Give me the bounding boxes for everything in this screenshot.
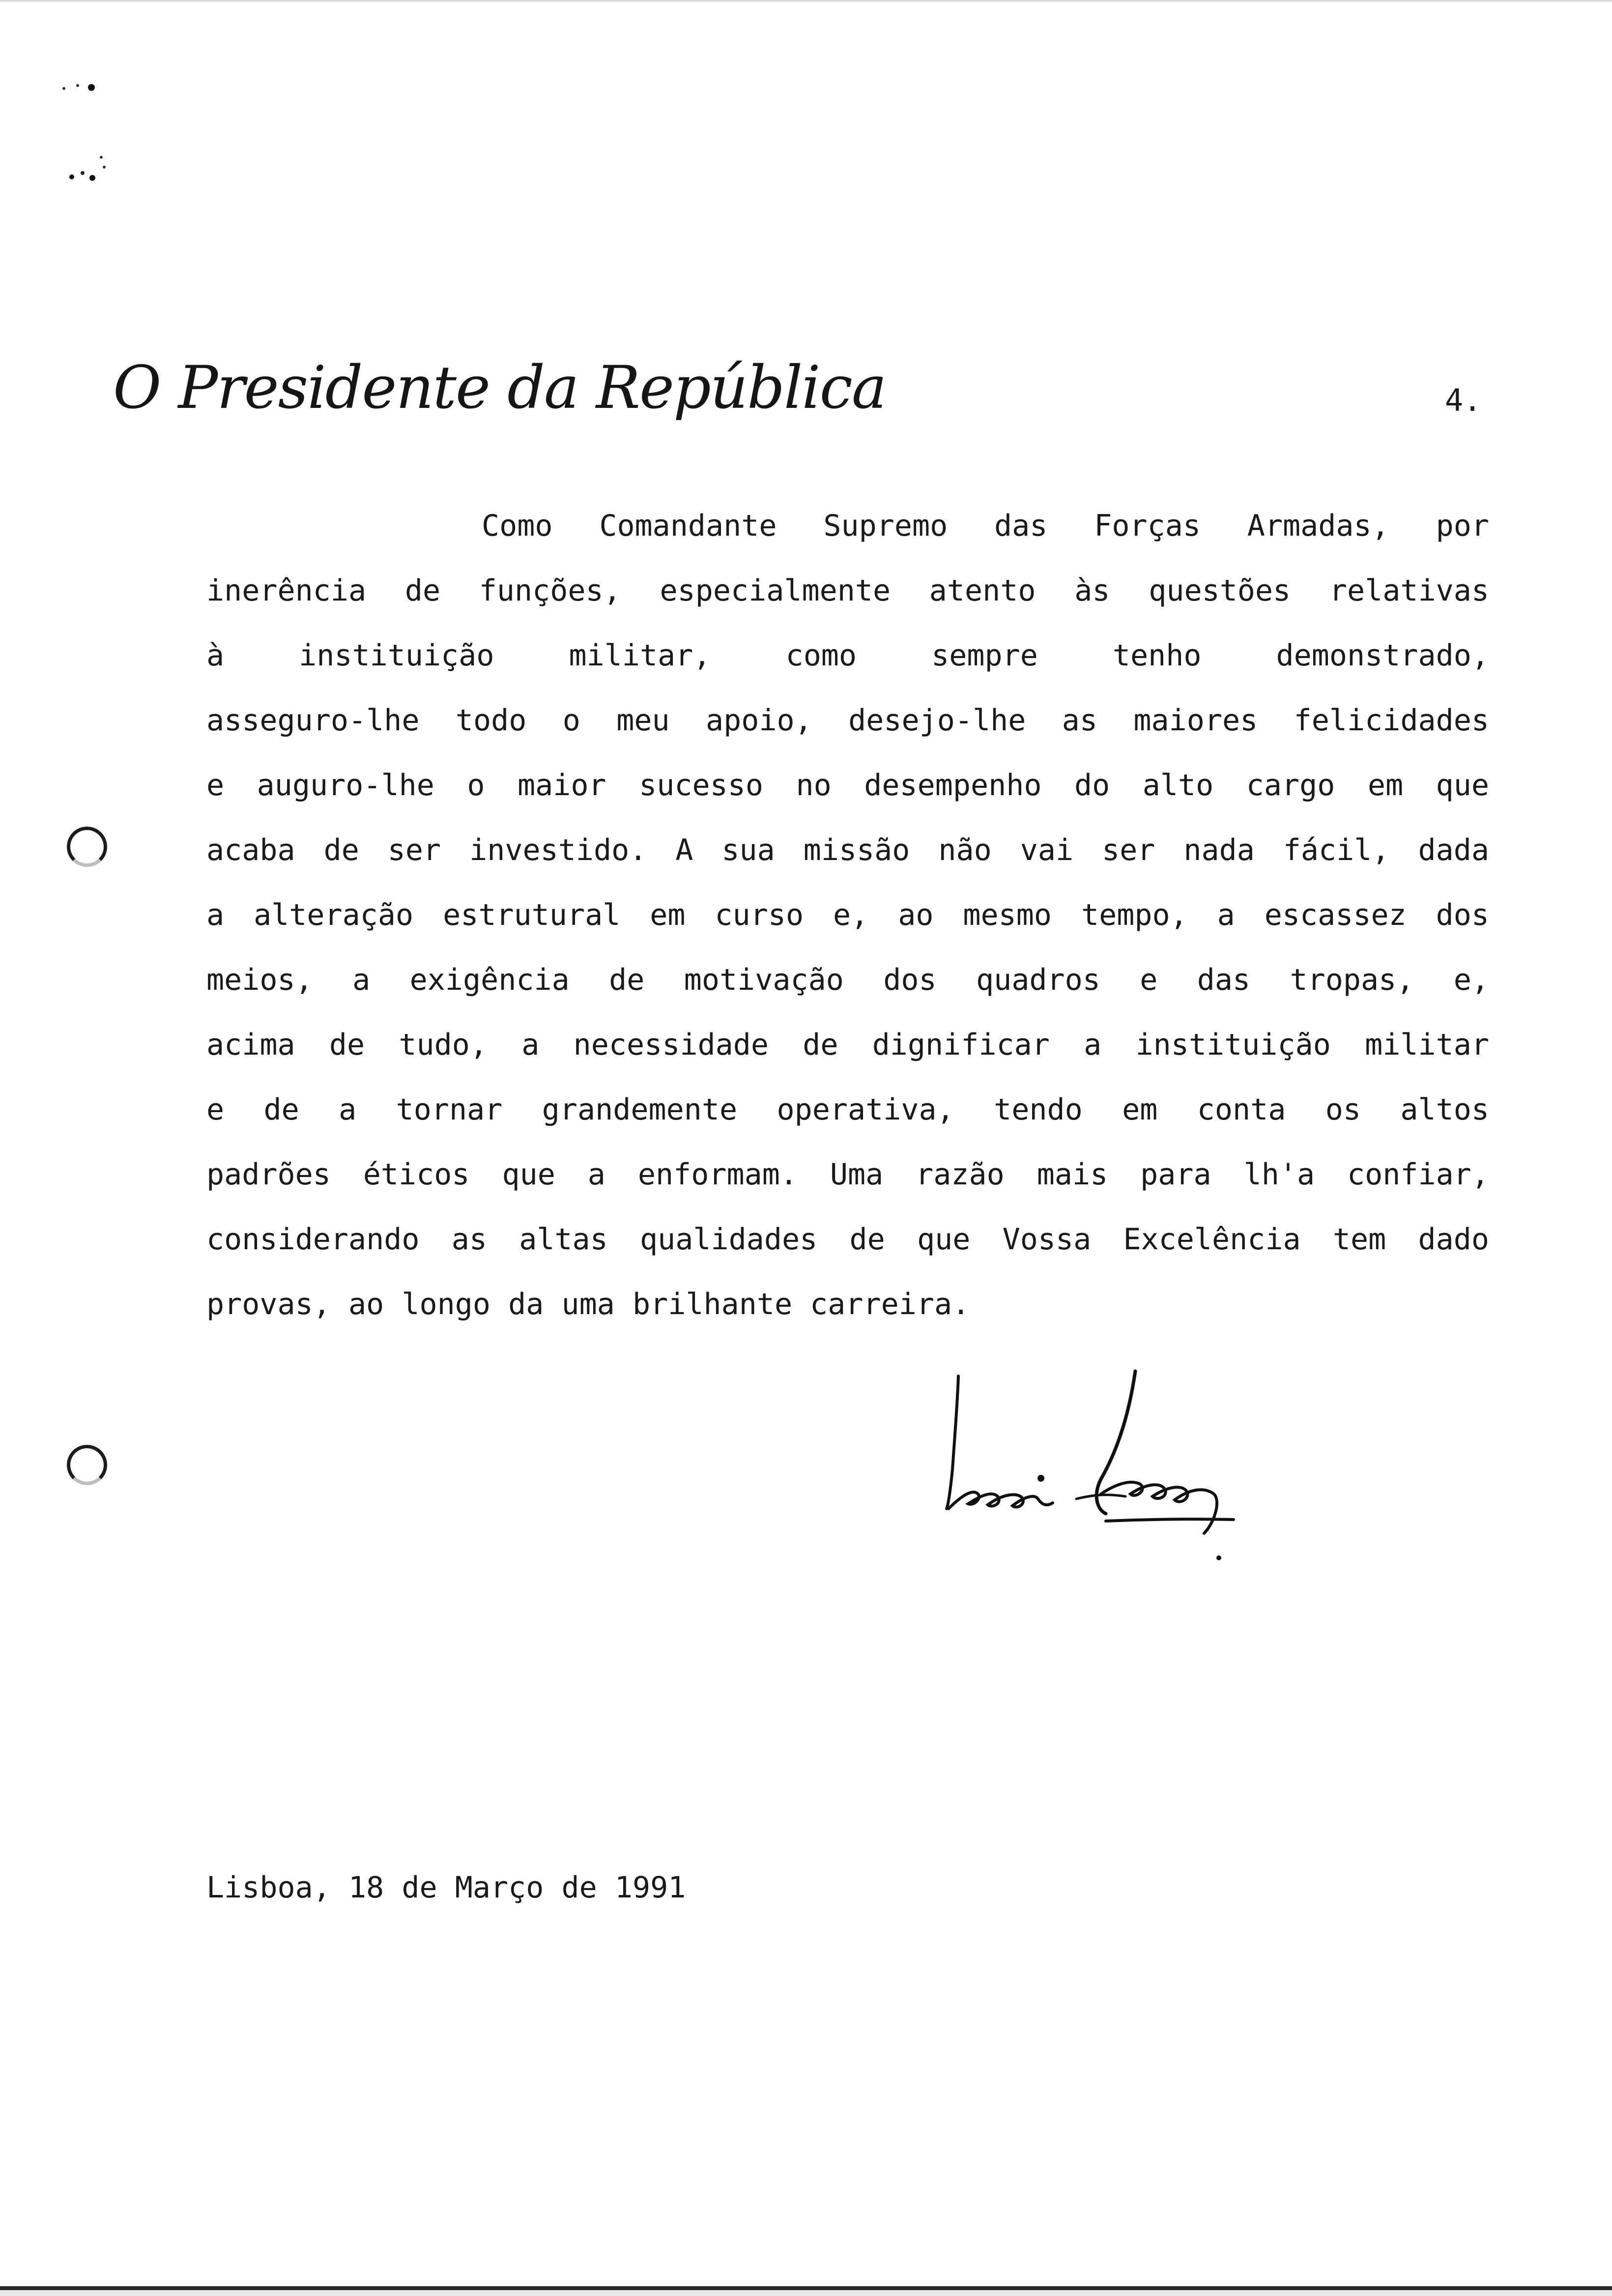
letter-body (206, 493, 1489, 1339)
scan-bottom-edge (0, 2286, 1612, 2290)
body-line: a alteração estrutural em curso e, ao mesmo tempo, a escassez dos (206, 898, 1489, 932)
body-line: provas, ao longo da uma brilhante carreira. (206, 1287, 970, 1321)
body-line: à instituição militar, como sempre tenho demonstrado, (206, 638, 1489, 673)
body-line: Como Comandante Supremo das Forças Armadas, por (482, 509, 1489, 543)
page-number: 4. (1445, 382, 1482, 418)
date-line: Lisboa, 18 de Março de 1991 (206, 1870, 686, 1905)
body-line: asseguro-lhe todo o meu apoio, desejo-lhe as maiores felicidades (206, 703, 1489, 738)
body-line: padrões éticos que a enformam. Uma razão mais para lh'a confiar, (206, 1157, 1489, 1192)
scan-top-edge (0, 0, 1612, 3)
body-line: acaba de ser investido. A sua missão não vai ser nada fácil, dada (206, 833, 1489, 867)
body-line: e auguro-lhe o maior sucesso no desempenho do alto cargo em que (206, 768, 1489, 803)
binder-hole (67, 1445, 107, 1485)
letterhead-title: O Presidente da República (113, 354, 886, 422)
body-line: inerência de funções, especialmente atento às questões relativas (206, 574, 1489, 608)
handwritten-signature (899, 1347, 1253, 1573)
scan-bottom-fade (0, 2290, 1612, 2296)
scan-specks (59, 69, 118, 197)
body-line: e de a tornar grandemente operativa, tendo em conta os altos (206, 1092, 1489, 1127)
body-line: considerando as altas qualidades de que Vossa Excelência tem dado (206, 1222, 1489, 1257)
binder-hole (67, 827, 107, 867)
body-line: meios, a exigência de motivação dos quadros e das tropas, e, (206, 963, 1489, 997)
body-line: acima de tudo, a necessidade de dignificar a instituição militar (206, 1028, 1489, 1062)
